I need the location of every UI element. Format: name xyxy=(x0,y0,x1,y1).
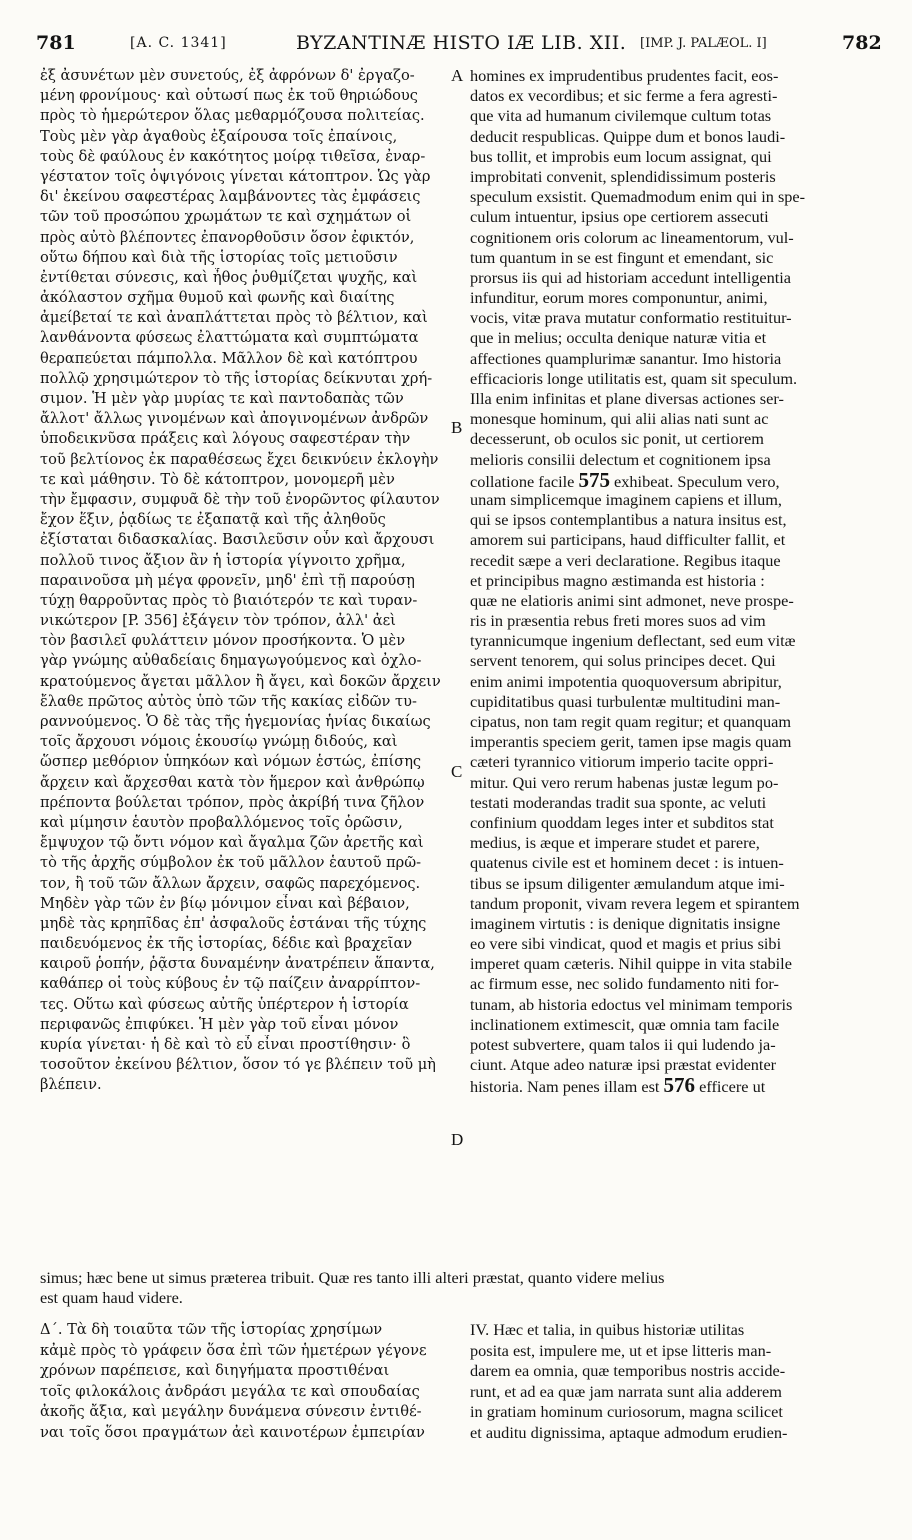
greek-text-line: μηδὲ τὰς κρηπῖδας ἐπ' ἀσφαλοῦς ἑστάναι τῆς τύχης xyxy=(40,914,427,932)
greek-text-line: τοῦ βελτίονος ἐκ παραθέσεως ἔχει δεικνύειν ἐκλογὴν xyxy=(40,450,439,468)
latin-text-line: collatione facile 575 exhibeat. Speculum vero, xyxy=(470,469,780,490)
latin-text-line: tyrannicumque ingenium deflectant, sed eum vitæ xyxy=(470,631,796,651)
greek-text-line: Δ΄. Τὰ δὴ τοιαῦτα τῶν τῆς ἱστορίας χρησίμων xyxy=(40,1321,383,1338)
running-title: BYZANTINÆ HISTO IÆ LIB. XII. xyxy=(296,32,627,54)
latin-text-line: quatenus civile est et hominem decet : is intuen- xyxy=(470,853,784,873)
latin-text-line: mitur. Qui vero rerum habenas justæ legum po- xyxy=(470,772,779,792)
latin-text-line: simus; hæc bene ut simus præterea tribuit. Quæ res tanto illi alteri præstat, quanto videre melius xyxy=(40,1268,665,1287)
greek-text-line: ἔχον ἕξιν, ῥᾳδίως τε ἐξαπατᾷ καὶ τῆς ἀληθοῦς xyxy=(40,511,386,529)
latin-text-line: infunditur, eorum mores componuntur, animi, xyxy=(470,288,768,308)
latin-text-line: homines ex imprudentibus prudentes facit, eos- xyxy=(470,66,779,85)
latin-text-line: inclinationem extimescit, quæ omnia tam facile xyxy=(470,1014,780,1034)
greek-text-line: τοὺς δὲ φαύλους ἐν κακότητος μοίρᾳ τιθεῖσα, ἐναρ- xyxy=(40,147,426,165)
greek-text-line: σιμον. Ἡ μὲν γὰρ μυρίας τε καὶ παντοδαπὰς τῶν xyxy=(40,390,404,407)
latin-text-line: ac firmum esse, nec solido fundamento niti for- xyxy=(470,974,779,994)
latin-text-line: Illa enim infinitas et plane diversas actiones ser- xyxy=(470,389,784,408)
greek-text-line: ἄλλοτ' ἄλλως γινομένων καὶ ἀπογινομένων ἀνδρῶν xyxy=(40,410,429,428)
greek-text-line: ναι τοῖς ὅσοι πραγμάτων ἀεὶ καινοτέρων ἐμπειρίαν xyxy=(40,1423,425,1441)
latin-text-line: tum quantum in se est fingunt et emendant, sic xyxy=(470,247,774,267)
greek-text-line: τοῖς ἄρχουσι νόμοις ἑκουσίῳ γνώμῃ διδούς, καὶ xyxy=(40,733,398,751)
greek-text-line: πρὸς τὸ ἡμερώτερον ὅλας μεθαρμόζουσα πολιτείας. xyxy=(40,107,425,125)
greek-text-line: τὸν βασιλεῖ φυλάττειν μόνον προσήκοντα. Ὁ μὲν xyxy=(40,632,406,650)
greek-text-line: τὸ τῆς ἀρχῆς σύμβολον ἐκ τοῦ μᾶλλον ἑαυτοῦ πρῶ- xyxy=(40,854,422,872)
latin-text-line: affectiones quamplurimæ sanantur. Imo historia xyxy=(470,348,782,368)
latin-text-line: qui se ipsos contemplantibus a natura insitus est, xyxy=(470,510,787,530)
latin-text-line: potest subvertere, quam talos ii qui ludendo ja- xyxy=(470,1035,776,1054)
page-number-right: 782 xyxy=(842,32,882,54)
latin-text-line: ciunt. Atque adeo naturæ ipsi præstat evidenter xyxy=(470,1055,777,1075)
latin-text-line: deducit respublicas. Quippe dum et bonos laudi- xyxy=(470,126,786,146)
year-marker: [A. C. 1341] xyxy=(130,35,227,51)
latin-text-line: cupiditatibus quasi turbulentæ multitudini man- xyxy=(470,691,781,711)
greek-text-line: οὕτω δήπου καὶ διὰ τῆς ἱστορίας τοῖς μετιοῦσιν xyxy=(40,248,398,266)
latin-text-line: cipatus, non tam regit quam regitur; et quanquam xyxy=(470,712,792,731)
latin-text-line: cognitionem oris colorum ac lineamentorum, vul- xyxy=(470,227,794,247)
latin-text-line: cæteri tyrannico vitiorum imperio tacite oppri- xyxy=(470,752,774,772)
latin-text-line: que vita ad humanum civilemque cultum totas xyxy=(470,106,772,126)
latin-text-line: quæ ne elatioris animi sint admonet, neve prospe- xyxy=(470,590,794,610)
latin-text-line: posita est, impulere me, ut et ipse litteris man- xyxy=(470,1340,772,1360)
latin-text-line: tunam, ab historia edoctus vel minimam temporis xyxy=(470,994,793,1014)
greek-text-line: γὰρ γνώμης αὐθαδείαις δημαγωγούμενος καὶ ὀχλο- xyxy=(40,652,422,670)
greek-text-line: ἔμψυχον τῷ ὄντι νόμον καὶ ἄγαλμα ζῶν ἀρετῆς καὶ xyxy=(40,834,424,852)
latin-text-line: darem ea omnia, quæ temporibus nostris accide- xyxy=(470,1361,786,1381)
latin-text-line: et auditu dignissima, aptaque admodum erudien- xyxy=(470,1422,788,1442)
greek-text-line: χρόνων παρέπεισε, καὶ διηγήματα προστιθέναι xyxy=(40,1362,390,1380)
latin-text-line: que in melius; occulta denique naturæ vitia et xyxy=(470,328,767,348)
greek-text-line: ἀκοῆς ἄξια, καὶ μεγάλην δυνάμενα σύνεσιν ἐντιθέ- xyxy=(40,1403,422,1421)
latin-text-line: imaginem virtutis : is denique dignitatis insigne xyxy=(470,913,781,933)
greek-text-line: τοσοῦτον ἐκείνου βέλτιον, ὅσον τό γε βλέπειν τοῦ μὴ xyxy=(40,1056,436,1074)
latin-text-line: eo vere sibi vindicat, quod et magis et prius sibi xyxy=(470,934,782,954)
greek-text-line: βλέπειν. xyxy=(40,1076,102,1094)
latin-text-line: improbitati convenit, splendidissimum posteris xyxy=(470,166,776,186)
greek-text-line: πολλῷ χρησιμώτερον τὸ τῆς ἱστορίας δείκνυται χρή- xyxy=(40,369,433,387)
latin-text-line: speculum exsistit. Quemadmodum enim qui in spe- xyxy=(470,187,806,207)
greek-column xyxy=(40,66,454,1096)
greek-text-line: μένη φρονίμους· καὶ οὑτωσί πως ἐκ τοῦ θηριώδους xyxy=(40,87,418,105)
greek-text-line: λανθάνοντα φύσεως ἐλαττώματα καὶ συμπτώματα xyxy=(40,329,419,347)
greek-text-line: γέστατον τοῖς ὀψιγόνοις γίνεται κάτοπτρον. Ὡς γὰρ xyxy=(40,167,431,185)
latin-text-line: culum intuentur, ipsius ope certiorem assecuti xyxy=(470,207,769,227)
latin-text-line: medius, is æque et imperare studet et parere, xyxy=(470,833,760,853)
shared-latin-continuation xyxy=(40,1268,880,1308)
greek-text-line: ὥσπερ μεθόριον ὑπηκόων καὶ νόμων ἑστώς, ἐπίσης xyxy=(40,753,422,771)
greek-text-line: ἐξίσταται διδασκαλίας. Βασιλεῦσιν οὖν καὶ ἄρχουσι xyxy=(40,531,435,549)
greek-text-line: ἔλαθε πρῶτος αὐτὸς ὑπὸ τῶν τῆς κακίας εἰδῶν τυ- xyxy=(40,692,417,710)
latin-text-line: datos ex vecordibus; et sic ferme a fera agresti- xyxy=(470,86,778,106)
margin-marker-c: C xyxy=(451,762,463,781)
greek-text-line: ἀκόλαστον σχῆμα θυμοῦ καὶ φωνῆς καὶ διαίτης xyxy=(40,289,395,307)
latin-text-line: IV. Hæc et talia, in quibus historiæ utilitas xyxy=(470,1320,745,1339)
latin-section-iv xyxy=(470,1320,875,1444)
latin-text-line: historia. Nam penes illam est 576 efficere ut xyxy=(470,1075,766,1096)
latin-text-line: prorsus iis qui ad historiam accedunt intelligentia xyxy=(470,267,792,287)
margin-marker-d: D xyxy=(451,1130,464,1149)
latin-text-line: et principibus magno æstimanda est historia : xyxy=(470,570,765,590)
latin-text-line: imperantis speciem gerit, tamen ipse magis quam xyxy=(470,732,792,752)
latin-text-line: tandum proponit, vivam revera legem et spirantem xyxy=(470,893,800,913)
greek-text-line: ραννούμενος. Ὁ δὲ τὰς τῆς ἡγεμονίας ἡνίας δικαίως xyxy=(40,713,431,730)
greek-text-line: Μηδὲν γὰρ τῶν ἐν βίῳ μόνιμον εἶναι καὶ βέβαιον, xyxy=(40,894,410,912)
latin-text-line: efficacioris longe utilitatis est, quam sit speculum. xyxy=(470,368,798,388)
greek-section-iv xyxy=(40,1320,454,1444)
greek-text-line: θεραπεύεται πάμπολλα. Μᾶλλον δὲ καὶ κατόπτρου xyxy=(40,349,418,367)
greek-text-line: τύχῃ θαρροῦντας πρὸς τὸ βιαιότερόν τε καὶ τυραν- xyxy=(40,591,418,609)
running-header xyxy=(0,20,912,60)
greek-text-line: τε καὶ μάθησιν. Τὸ δὲ κάτοπτρον, μονομερῆ μὲν xyxy=(40,470,395,488)
greek-text-line: Τοὺς μὲν γὰρ ἀγαθοὺς ἐξαίρουσα τοῖς ἐπαίνοις, xyxy=(40,127,398,145)
latin-text-line: imperet quam cæteris. Nihil quippe in vita stabile xyxy=(470,954,792,974)
greek-text-line: τες. Οὕτω καὶ φύσεως αὐτῆς ὑπέρτερον ἡ ἱστορία xyxy=(40,995,409,1013)
emperor-marker: [IMP. J. PALÆOL. I] xyxy=(640,36,767,51)
greek-text-line: τὴν ἔμφασιν, συμφυᾶ δὲ τὴν τοῦ ἐνορῶντος φίλαυτον xyxy=(40,490,440,508)
greek-text-line: καθάπερ οἱ τοὺς κύβους ἐν τῷ παίζειν ἀναρρίπτον- xyxy=(40,975,421,993)
greek-text-line: περιφανῶς ἐπιφύκει. Ἡ μὲν γὰρ τοῦ εἶναι μόνον xyxy=(40,1015,399,1033)
greek-text-line: καὶ μίμησιν ἑαυτὸν προβαλλόμενος τοῖς ὁρῶσιν, xyxy=(40,813,403,831)
latin-text-line: recedit sæpe a veri declaratione. Regibus itaque xyxy=(470,550,781,570)
page-number-left: 781 xyxy=(36,32,76,54)
latin-text-line: est quam haud videre. xyxy=(40,1288,183,1308)
greek-text-line: πρέποντα βούλεται τρόπον, πρὸς ἀκρίβή τινα ζῆλον xyxy=(40,793,425,811)
greek-text-line: ὑποδεικνῦσα πράξεις καὶ λόγους σαφεστέραν τὴν xyxy=(40,430,411,448)
greek-text-line: νικώτερον [P. 356] ἐξάγειν τὸν τρόπον, ἀλλ' ἀεὶ xyxy=(40,612,396,630)
greek-text-line: ἐξ ἀσυνέτων μὲν συνετούς, ἐξ ἀφρόνων δ' ἐργαζο- xyxy=(40,67,415,84)
greek-text-line: κἀμὲ πρὸς τὸ γράφειν ὅσα ἐπὶ τῶν ἡμετέρων γέγονε xyxy=(40,1341,427,1359)
greek-text-line: κρατούμενος ἄγεται μᾶλλον ἢ ἄγει, καὶ δοκῶν ἄρχειν xyxy=(40,672,441,690)
margin-marker-a: A xyxy=(451,66,464,85)
greek-text-line: καιροῦ ῥοπήν, ῥᾷστα δυναμένην ἀνατρέπειν ἅπαντα, xyxy=(40,955,435,973)
latin-text-line: vocis, vitæ prava mutatur conformatio restituitur- xyxy=(470,308,792,328)
greek-text-line: ἐντίθεται σύνεσις, καὶ ἦθος ῥυθμίζεται ψυχῆς, καὶ xyxy=(40,268,418,286)
greek-text-line: τῶν τοῦ προσώπου χρωμάτων τε καὶ σχημάτων οἱ xyxy=(40,208,412,226)
latin-text-line: runt, et ad ea quæ jam narrata sunt alia adderem xyxy=(470,1381,782,1401)
latin-column xyxy=(470,66,875,1096)
edition-page-number: 575 xyxy=(578,469,610,490)
greek-text-line: παιδευόμενος ἐκ τῆς ἱστορίας, δέδιε καὶ βραχεῖαν xyxy=(40,935,413,953)
greek-text-line: τον, ἢ τοῦ τῶν ἄλλων ἄρχειν, σαφῶς παρεχόμενος. xyxy=(40,874,421,892)
greek-text-line: παραινοῦσα μὴ μέγα φρονεῖν, μηδ' ἐπὶ τῇ παρούσῃ xyxy=(40,571,415,589)
latin-text-line: monesque hominum, qui alii alias nati sunt ac xyxy=(470,409,769,429)
greek-text-line: κυρία γίνεται· ἡ δὲ καὶ τὸ εὖ εἶναι προστίθησιν· ὃ xyxy=(40,1036,411,1053)
latin-text-line: ris in præsentia rebus freti mores suos ad vim xyxy=(470,611,766,631)
latin-text-line: unam simplicemque imaginem capiens et illum, xyxy=(470,489,782,509)
greek-text-line: ἀμείβεταί τε καὶ ἀναπλάττεται πρὸς τὸ βέλτιον, καὶ xyxy=(40,309,428,327)
greek-text-line: δι' ἐκείνου σαφεστέρας λαμβάνοντες τὰς ἐμφάσεις xyxy=(40,188,421,206)
greek-text-line: τοῖς φιλοκάλοις ἀνδράσι μεγάλα τε καὶ σπουδαίας xyxy=(40,1382,420,1400)
latin-text-line: bus tollit, et improbis eum locum assignat, qui xyxy=(470,146,772,166)
latin-text-line: decesserunt, ob oculos sic ponit, ut certiorem xyxy=(470,429,764,449)
greek-text-line: πρὸς αὐτὸ βλέποντες ἐπανορθοῦσιν ὅσον ἐφικτόν, xyxy=(40,228,415,246)
latin-text-line: melioris consilii delectum et cognitionem ipsa xyxy=(470,449,771,469)
latin-text-line: confinium quoddam leges inter et subditos stat xyxy=(470,812,774,832)
latin-text-line: in gratiam hominum curiosorum, magna scilicet xyxy=(470,1402,783,1422)
latin-text-line: amorem sui participans, haud difficulter fallit, et xyxy=(470,530,786,550)
latin-text-line: tibus se ipsum diligenter æmulandum atque imi- xyxy=(470,873,785,893)
latin-text-line: enim animi impotentia quoquoversum abripitur, xyxy=(470,671,782,691)
greek-text-line: πολλοῦ τινος ἄξιον ἂν ἡ ἱστορία γίγνοιτο χρῆμα, xyxy=(40,551,406,569)
edition-page-number: 576 xyxy=(663,1075,696,1096)
greek-text-line: ἄρχειν καὶ ἄρχεσθαι κατὰ τὸν ἥμερον καὶ ἀνθρώπῳ xyxy=(40,773,425,791)
latin-text-line: servent tenorem, qui solus principes decet. Qui xyxy=(470,651,776,671)
margin-marker-b: B xyxy=(451,418,463,437)
latin-text-line: testati moderandas tradit sua sponte, ac veluti xyxy=(470,792,767,812)
